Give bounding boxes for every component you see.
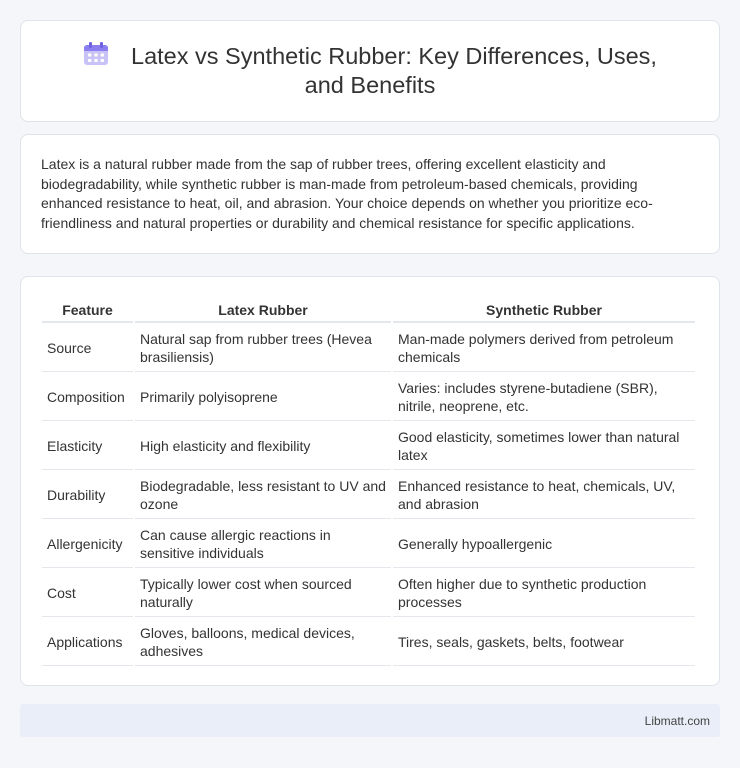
title-wrap <box>61 42 679 100</box>
table-row <box>42 374 695 421</box>
feature-cell: Elasticity <box>42 423 133 470</box>
title-card <box>20 20 720 122</box>
header-feature: Feature <box>42 299 133 323</box>
synthetic-cell: Often higher due to synthetic production processes <box>393 570 695 617</box>
latex-cell: High elasticity and flexibility <box>135 423 391 470</box>
table-row <box>42 472 695 519</box>
latex-cell: Natural sap from rubber trees (Hevea brasiliensis) <box>135 325 391 372</box>
table-row <box>42 619 695 666</box>
synthetic-cell: Man-made polymers derived from petroleum chemicals <box>393 325 695 372</box>
table-row <box>42 570 695 617</box>
intro-paragraph: Latex is a natural rubber made from the sap of rubber trees, offering excellent elasticity and biodegradability, while synthetic rubber is man-made from petroleum-based chemicals, providing enhanced resistance to heat, oil, and abrasion. Your choice depends on whether you prioritize eco-friendliness and natural properties or durability and chemical resistance for specific applications. <box>41 156 653 231</box>
table-header-row <box>42 299 695 323</box>
synthetic-cell: Enhanced resistance to heat, chemicals, UV, and abrasion <box>393 472 695 519</box>
table-row <box>42 325 695 372</box>
intro-card <box>20 134 720 254</box>
synthetic-cell: Tires, seals, gaskets, belts, footwear <box>393 619 695 666</box>
latex-cell: Primarily polyisoprene <box>135 374 391 421</box>
feature-cell: Applications <box>42 619 133 666</box>
feature-cell: Allergenicity <box>42 521 133 568</box>
comparison-table-card <box>20 276 720 686</box>
latex-cell: Can cause allergic reactions in sensitive individuals <box>135 521 391 568</box>
synthetic-cell: Varies: includes styrene-butadiene (SBR), nitrile, neoprene, etc. <box>393 374 695 421</box>
synthetic-cell: Generally hypoallergenic <box>393 521 695 568</box>
footer-bar <box>20 704 720 737</box>
header-latex-rubber: Latex Rubber <box>135 299 391 323</box>
comparison-table <box>40 297 697 668</box>
table-row <box>42 423 695 470</box>
latex-cell: Biodegradable, less resistant to UV and ozone <box>135 472 391 519</box>
latex-cell: Typically lower cost when sourced naturally <box>135 570 391 617</box>
feature-cell: Durability <box>42 472 133 519</box>
latex-cell: Gloves, balloons, medical devices, adhesives <box>135 619 391 666</box>
feature-cell: Cost <box>42 570 133 617</box>
calendar-icon <box>83 42 109 66</box>
header-synthetic-rubber: Synthetic Rubber <box>393 299 695 323</box>
table-row <box>42 521 695 568</box>
page-title: Latex vs Synthetic Rubber: Key Differences, Uses, and Benefits <box>131 43 657 98</box>
footer-brand-link[interactable]: Libmatt.com <box>644 713 710 728</box>
feature-cell: Source <box>42 325 133 372</box>
synthetic-cell: Good elasticity, sometimes lower than natural latex <box>393 423 695 470</box>
feature-cell: Composition <box>42 374 133 421</box>
